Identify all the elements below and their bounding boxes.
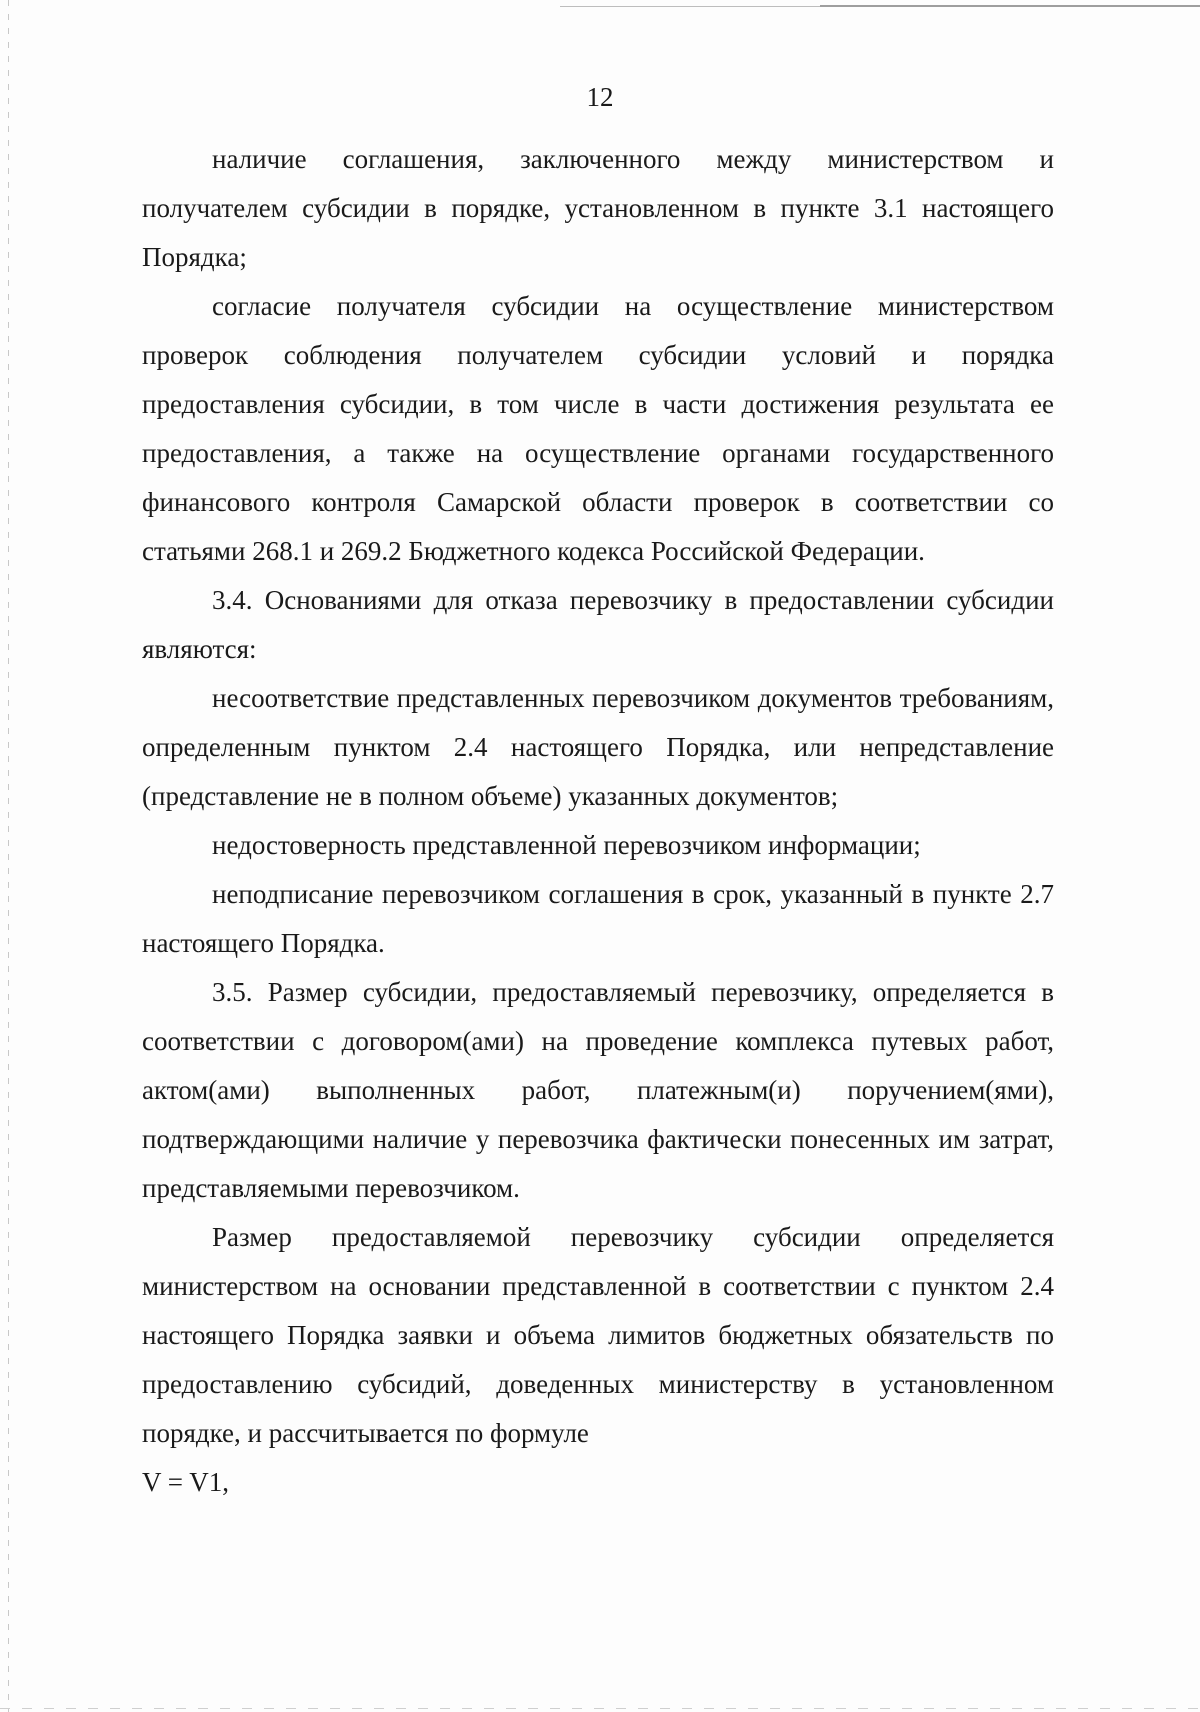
- paragraph-agreement: наличие соглашения, заключенного между министерством и получателем субсидии в порядке, установленном в пункте 3.1 настоящего Порядка;: [142, 144, 1054, 272]
- paragraph-3-4: 3.4. Основаниями для отказа перевозчику в предоставлении субсидии являются:: [142, 585, 1054, 664]
- page-number: 12: [586, 82, 614, 112]
- formula: V = V1,: [142, 1467, 229, 1497]
- paragraph-not-signed: неподписание перевозчиком соглашения в срок, указанный в пункте 2.7 настоящего Порядка.: [142, 879, 1054, 958]
- paragraph-3-5: 3.5. Размер субсидии, предоставляемый перевозчику, определяется в соответствии с договором(ами) на проведение комплекса путевых работ, актом(ами) выполненных работ, платежным(и) поручением(ями), подтверждающими наличие у перевозчика фактически понесенных им затрат, представляемыми перевозчиком.: [142, 977, 1054, 1203]
- paragraph-unreliability: недостоверность представленной перевозчиком информации;: [212, 830, 921, 860]
- paragraph-noncompliance: несоответствие представленных перевозчиком документов требованиям, определенным пунктом 2.4 настоящего Порядка, или непредставление (представление не в полном объеме) указанных документов;: [142, 683, 1054, 811]
- paragraph-subsidy-size: Размер предоставляемой перевозчику субсидии определяется министерством на основании представленной в соответствии с пунктом 2.4 настоящего Порядка заявки и объема лимитов бюджетных обязательств по предоставлению субсидий, доведенных министерству в установленном порядке, и рассчитывается по формуле: [142, 1222, 1054, 1448]
- paragraph-consent: согласие получателя субсидии на осуществление министерством проверок соблюдения получателем субсидии условий и порядка предоставления субсидии, в том числе в части достижения результата ее предоставления, а также на осуществление органами государственного финансового контроля Самарской области проверок в соответствии со статьями 268.1 и 269.2 Бюджетного кодекса Российской Федерации.: [142, 291, 1054, 566]
- scan-edge-bottom: [0, 1708, 1200, 1709]
- scan-edge-left: [8, 0, 9, 1712]
- scan-edge-top-right: [820, 5, 1200, 7]
- document-body: [142, 135, 1054, 1507]
